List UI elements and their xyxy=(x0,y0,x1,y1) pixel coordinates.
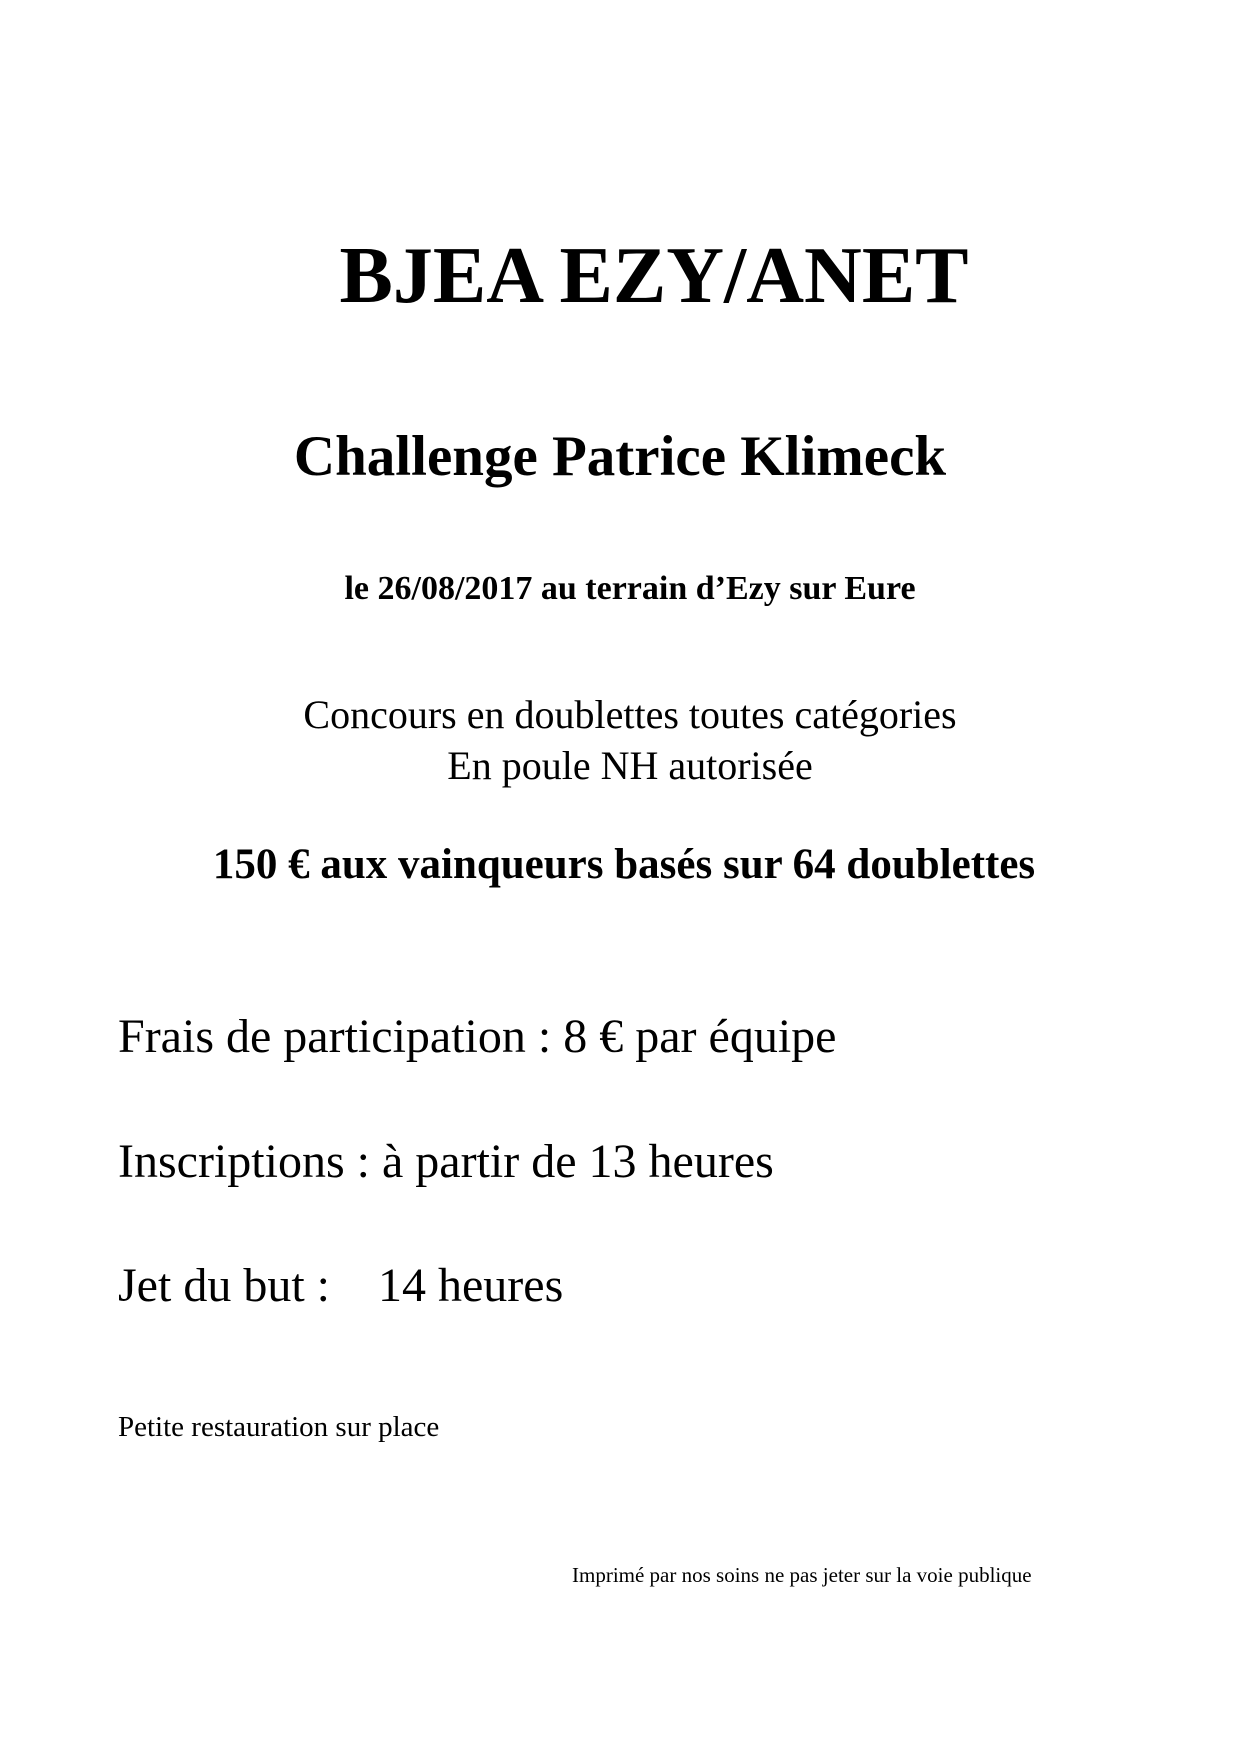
prize-info: 150 € aux vainqueurs basés sur 64 doublettes xyxy=(212,841,1036,888)
event-date-location: le 26/08/2017 au terrain d’Ezy sur Eure xyxy=(344,570,916,607)
participation-fee xyxy=(118,1010,837,1063)
start-time-value: 14 heures xyxy=(378,1259,564,1312)
registration-time-value: à partir de 13 heures xyxy=(381,1135,774,1188)
participation-fee-value: 8 € par équipe xyxy=(563,1010,837,1063)
competition-format: Concours en doublettes toutes catégories xyxy=(303,692,957,737)
registration-time-label: Inscriptions : xyxy=(118,1135,370,1188)
participation-fee-label: Frais de participation : xyxy=(118,1010,552,1063)
registration-time xyxy=(118,1135,774,1188)
start-time-label: Jet du but : xyxy=(118,1259,330,1312)
start-time xyxy=(118,1259,564,1312)
print-notice: Imprimé par nos soins ne pas jeter sur la voie publique xyxy=(572,1563,1032,1587)
poster-title: BJEA EZY/ANET xyxy=(339,232,969,320)
competition-rules: En poule NH autorisée xyxy=(447,743,813,788)
poster-subtitle: Challenge Patrice Klimeck xyxy=(293,425,947,488)
catering-info: Petite restauration sur place xyxy=(118,1411,440,1443)
